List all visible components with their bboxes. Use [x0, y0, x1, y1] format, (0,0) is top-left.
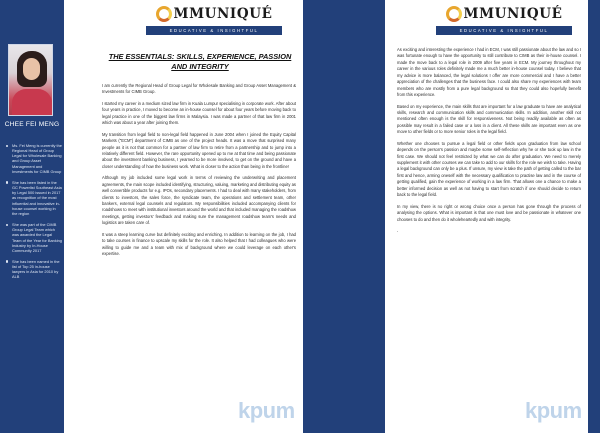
communique-logo — [146, 6, 282, 22]
photo-face — [23, 58, 40, 80]
trailing-period: . — [397, 227, 399, 234]
logo-tagline: EDUCATIVE & INSIGHTFUL — [436, 26, 572, 35]
logo-c-ring-icon — [156, 6, 172, 22]
profile-name: CHEE FEI MENG — [4, 121, 60, 128]
profile-bullet: She has been named in the list of Top 25 in-house lawyers in Asia for 2010 by ALB — [5, 259, 62, 280]
logo-tagline: EDUCATIVE & INSIGHTFUL — [146, 26, 282, 35]
profile-sidebar — [0, 0, 64, 433]
article-paragraph: As exciting and interesting the experience I had in ECM, I was still passionate about the law and so I was fortunate enough to have the opportunity to still contribute to CIMB as their in-house counsel. I made the move back to a legal role in 2009 after five years in ECM. My journey throughout my career in the various roles definitely made me a much better in-house counsel today. I believe that my advice is more balanced, the legal solutions I offer are more commercial and I have a better appreciation of the challenges that the business face. I could also share my experiences with team members who are mostly from a pure legal background so that they could also hopefully benefit from this experience. — [397, 47, 581, 98]
profile-bullet: She was part of the CIMB Group Legal Team which was awarded the Legal Team of the Year for Banking Industry by In-House Community 2017 — [5, 222, 62, 253]
article-paragraph: In my view, there is no right or wrong choice once a person has gone through the process of analysing the options. What is important is that one must love and be passionate in whatever one chooses to do and then do it wholeheartedly and with integrity. — [397, 203, 581, 222]
profile-bullet-list — [5, 143, 62, 286]
logo-wordmark: MMUNIQUÉ — [463, 6, 563, 22]
profile-bullet: She has been listed in the GC Powerlist Southeast Asia by Legal 500 issued in 2017 as recognition of the most influential and innovative in-house counsel working in the region — [5, 180, 62, 216]
logo-c-ring-icon — [446, 6, 462, 22]
kpum-watermark-logo: kpum — [525, 398, 582, 423]
article-paragraph: I started my career in a medium sized law firm in Kuala Lumpur specialising in corporate work. After about four years in practice, I moved to become an in-house counsel for about four years before moving back to legal practice in one of the biggest law firms in Malaysia. I was made a partner of that law firm in 2001 which was about a year after joining them. — [102, 100, 296, 126]
masthead-page-1 — [146, 6, 282, 35]
article-title: THE ESSENTIALS: SKILLS, EXPERIENCE, PASSION AND INTEGRITY — [108, 52, 292, 71]
profile-photo — [8, 44, 53, 116]
communique-logo — [436, 6, 572, 22]
article-paragraph: I am currently the Regional Head of Group Legal for Wholesale Banking and Group Asset Management & Investments for CIMB Group. — [102, 83, 296, 95]
article-paragraph: Based on my experience, the main skills that are important for a law graduate to have are analytical skills, research and communication skills and communication skills. In addition, another skill not mentioned often enough is the skill for responsiveness. Not being readily available as often as possible may result in a failed case or a loss in a client. All these skills are important even as one move to other fields or to more senior roles in the legal field. — [397, 103, 581, 135]
article-column-2 — [397, 47, 581, 234]
photo-body — [12, 89, 52, 116]
logo-wordmark: MMUNIQUÉ — [173, 6, 273, 22]
masthead-page-2 — [436, 6, 572, 35]
kpum-watermark-logo: kpum — [238, 398, 295, 423]
article-paragraph: Although my job included some legal work in terms of reviewing the underwriting and placement agreements, the main scope included identifying, structuring, valuing, marketing and distributing equity as well convertible products for e.g. IPOs, secondary placements. I had to deal with many stakeholders, from clients to investors, the sales force, the syndicate team, the operations and settlement team, other bankers, external legal counsels and regulators. My responsibilities included accompanying clients for roadshows to meet with institutional investors around the world and that included managing the roadshow meetings, getting investors' feedback and making sure the management roadshow team's needs and logistics are taken care of. — [102, 175, 296, 226]
article-paragraph: Whether one chooses to pursue a legal field or other fields upon graduation from law school depends on the person's passion and maybe some self-reflection why he or she took up law in the first case. We should not feel restricted by what we can do after graduation. We need to merely supplement it with other courses we can take to add to our skills for the role we wish to take. Having a legal background can only be a plus. If unsure, my view is take the path of getting called to the bar first and hence, arming oneself with the necessary qualification to practise law and in the course of getting qualified, gain the experience of working in a law firm. That allows one a chance to make a better informed decision as well as not having to start from scratch if one should decide to return back to the legal field. — [397, 140, 581, 198]
profile-bullet: Ms. Fei Meng is currently the Regional Head of Group Legal for Wholesale Banking and Group Asset Management and Investments for CIMB Group — [5, 143, 62, 174]
article-paragraph: My transition from legal field to non-legal field happened in June 2004 when I joined the Equity Capital Markets ("ECM") department of CIMB as one of the project heads. It was a move that surprised many people as it is not that common for a partner of law firm to retire from a partnership and to jump into a relatively different field. However, the rare opportunity opened up to me at that time and being passionate about the investment banking business, I yearned to be more involved, to get on the ground and have a closer understanding of how the business work. What is closer to the action than being in the frontline! — [102, 131, 296, 169]
right-edge-band — [588, 0, 600, 433]
article-column-1 — [102, 83, 296, 263]
page-divider — [303, 0, 385, 433]
article-paragraph: It was a steep learning curve but definitely exciting and enriching. In addition to learning on the job, I had to take courses in finance to upscale my skills for the role. It also helped that I had colleagues who were willing to guide me and a team with mix of background where we could leverage on each other's expertise. — [102, 231, 296, 257]
